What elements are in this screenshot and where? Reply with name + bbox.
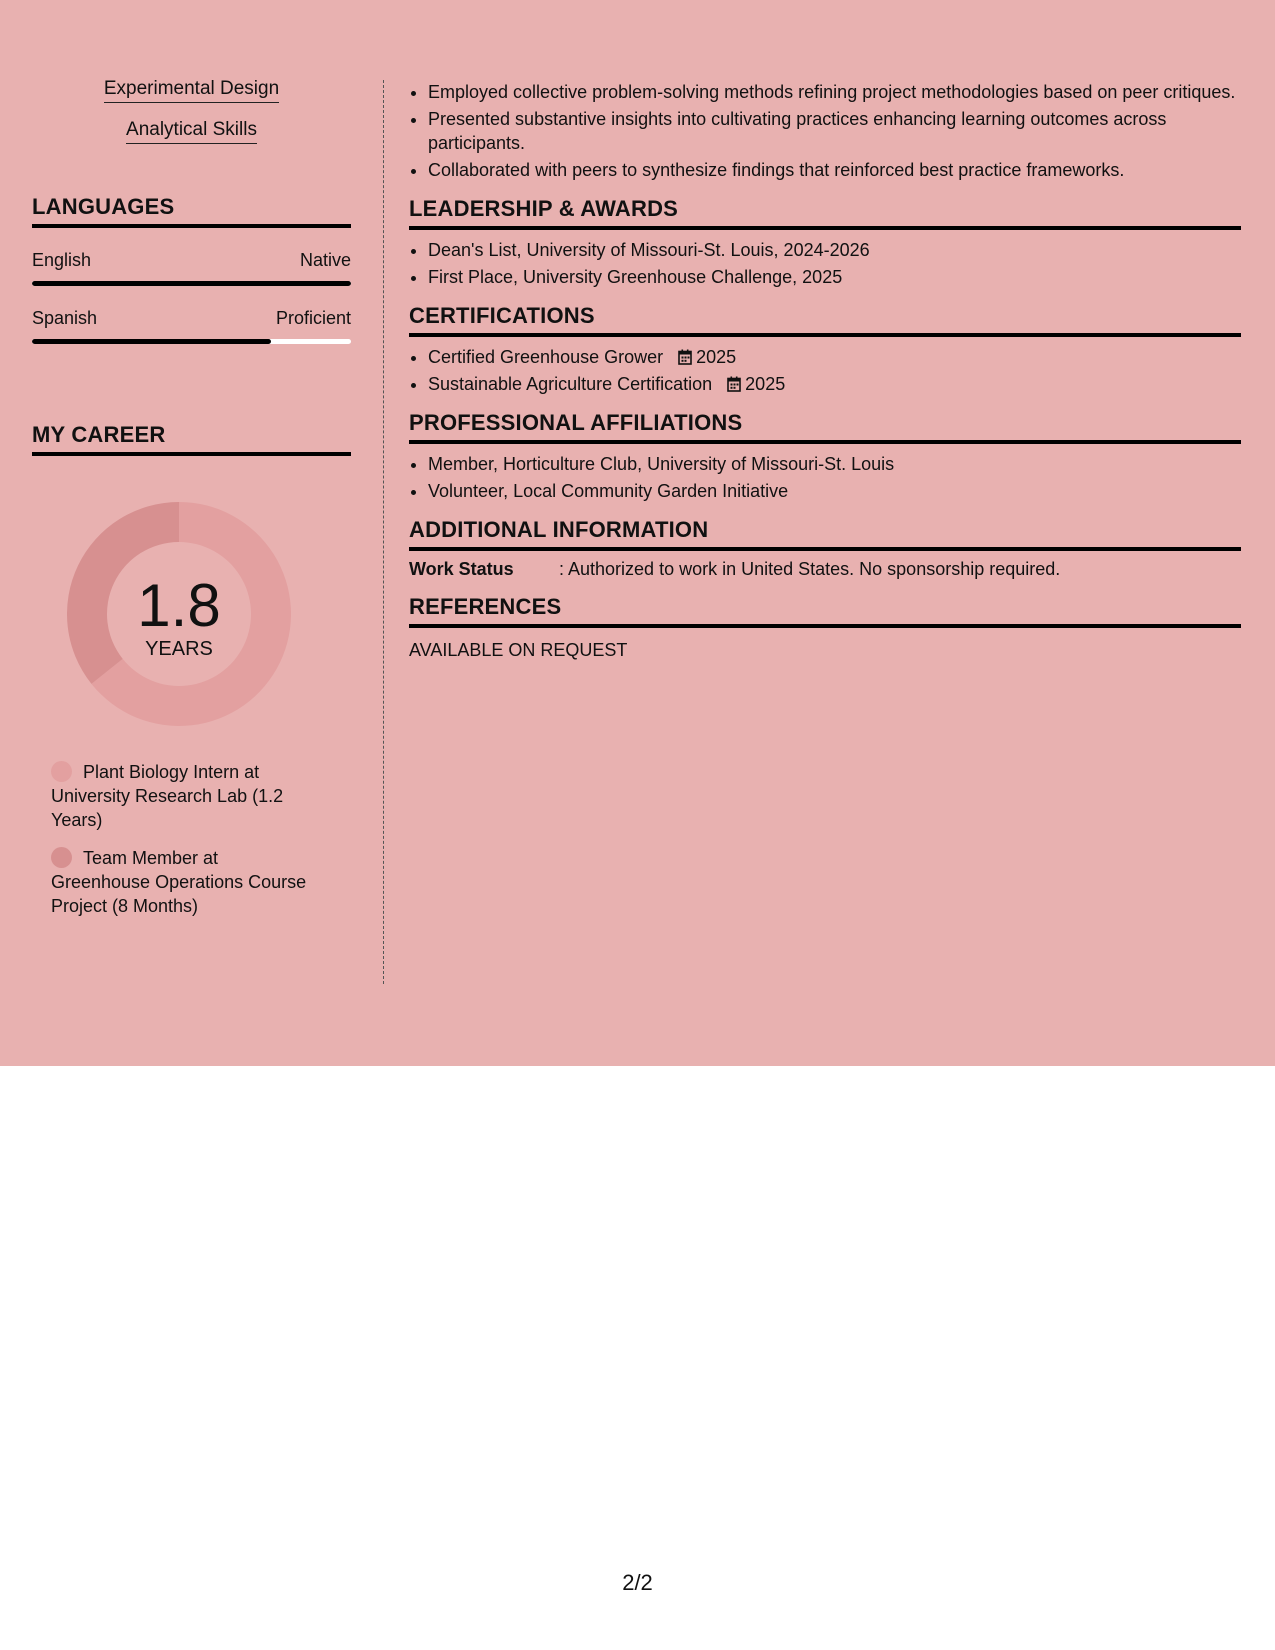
- references-title: REFERENCES: [409, 594, 1241, 628]
- career-donut-chart: [67, 502, 291, 726]
- certifications-title: CERTIFICATIONS: [409, 303, 1241, 337]
- legend-dot-icon: [51, 847, 72, 868]
- language-name: Spanish: [32, 308, 98, 328]
- additional-section: [409, 517, 1241, 580]
- calendar-icon: [727, 376, 741, 392]
- leadership-item: • First Place, University Greenhouse Challenge, 2025: [428, 265, 1241, 289]
- column-divider: [383, 80, 384, 984]
- career-legend: [51, 760, 321, 918]
- experience-bullet: • Employed collective problem-solving methods refining project methodologies based on peer critiques.: [428, 80, 1241, 104]
- language-spanish: [32, 308, 351, 344]
- certification-name: Sustainable Agriculture Certification: [428, 374, 713, 394]
- legend-dot-icon: [51, 761, 72, 782]
- certification-year: 2025: [696, 347, 737, 367]
- career-legend-label: Plant Biology Intern at University Research Lab (1.2 Years): [51, 762, 284, 830]
- leadership-item: • Dean's List, University of Missouri-St. Louis, 2024-2026: [428, 238, 1241, 262]
- certification-item: [428, 372, 1241, 396]
- work-status-value: : Authorized to work in United States. No sponsorship required.: [559, 559, 1061, 579]
- career-legend-item: [51, 846, 321, 918]
- references-text: AVAILABLE ON REQUEST: [409, 640, 628, 660]
- language-level: Proficient: [275, 308, 351, 328]
- language-proficiency-bar: [32, 339, 351, 344]
- skill-item: [32, 78, 351, 103]
- calendar-icon: [678, 349, 692, 365]
- page-number: 2/2: [622, 1570, 653, 1595]
- career-legend-item: [51, 760, 321, 832]
- affiliations-title: PROFESSIONAL AFFILIATIONS: [409, 410, 1241, 444]
- experience-bullet: • Collaborated with peers to synthesize findings that reinforced best practice frameworks.: [428, 158, 1241, 182]
- left-column: [32, 78, 351, 932]
- skill-label: Analytical Skills: [126, 119, 257, 144]
- language-name: English: [32, 250, 92, 270]
- certification-name: Certified Greenhouse Grower: [428, 347, 664, 367]
- leadership-title: LEADERSHIP & AWARDS: [409, 196, 1241, 230]
- career-total-years: 1.8: [137, 572, 221, 639]
- language-proficiency-bar: [32, 281, 351, 286]
- experience-bullet: • Presented substantive insights into cultivating practices enhancing learning outcomes across participants.: [428, 107, 1241, 155]
- skill-label: Experimental Design: [104, 78, 279, 103]
- additional-title: ADDITIONAL INFORMATION: [409, 517, 1241, 551]
- career-title: MY CAREER: [32, 422, 351, 456]
- work-status-row: [409, 559, 1241, 580]
- language-proficiency-fill: [32, 281, 351, 286]
- references-section: [409, 594, 1241, 661]
- leadership-section: [409, 196, 1241, 289]
- right-column: [409, 78, 1241, 661]
- affiliation-item: • Member, Horticulture Club, University of Missouri-St. Louis: [428, 452, 1241, 476]
- language-english: [32, 250, 351, 286]
- certifications-section: [409, 303, 1241, 396]
- certification-item: [428, 345, 1241, 369]
- experience-bullets: [409, 80, 1241, 182]
- affiliation-item: • Volunteer, Local Community Garden Initiative: [428, 479, 1241, 503]
- work-status-label: Work Status: [409, 559, 514, 579]
- language-proficiency-fill: [32, 339, 271, 344]
- certification-year: 2025: [745, 374, 786, 394]
- affiliations-section: [409, 410, 1241, 503]
- language-level: Native: [299, 250, 351, 270]
- languages-title: LANGUAGES: [32, 194, 351, 228]
- skill-item: [32, 119, 351, 144]
- career-total-unit: YEARS: [145, 638, 213, 660]
- career-legend-label: Team Member at Greenhouse Operations Course Project (8 Months): [51, 848, 307, 916]
